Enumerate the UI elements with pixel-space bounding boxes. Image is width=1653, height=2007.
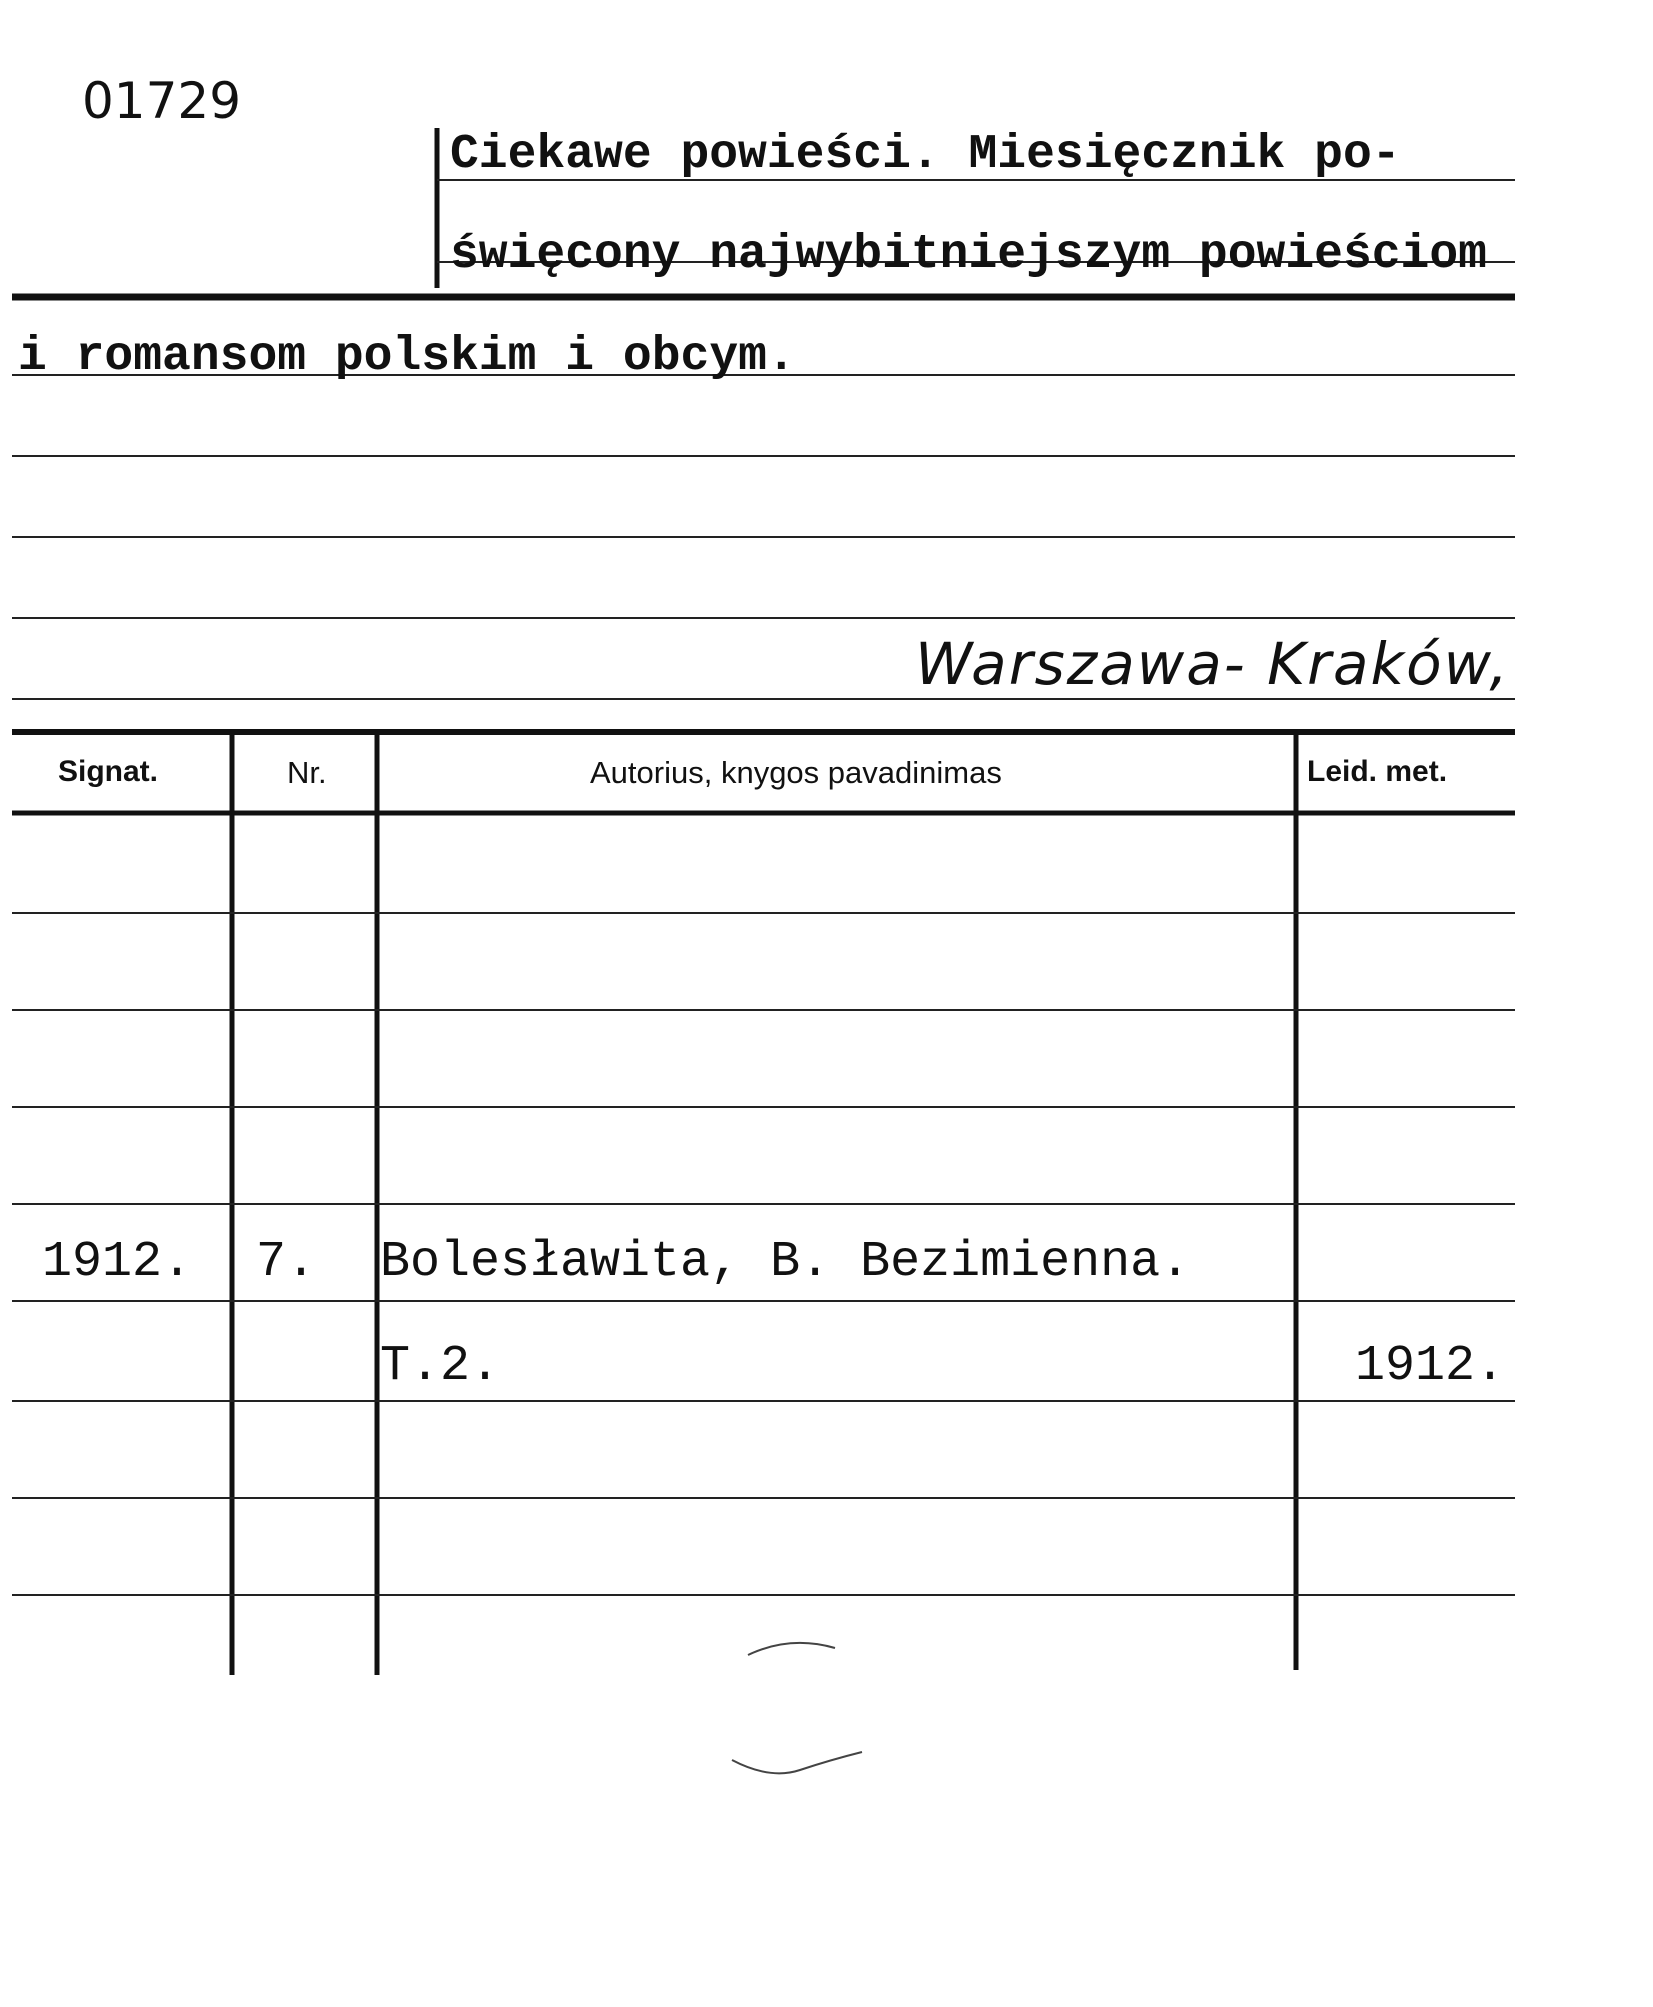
place-of-publication: Warszawa- Kraków, [915,630,1510,698]
card-number: 01729 [82,72,242,130]
title-line-2: święcony najwybitniejszym powieściom [450,228,1487,282]
entry-publication-year: 1912. [1355,1338,1506,1395]
header-author-title: Autorius, knygos pavadinimas [590,755,1002,790]
title-line-1: Ciekawe powieści. Miesięcznik po- [450,128,1401,182]
header-number: Nr. [287,755,327,790]
entry-number: 7. [256,1234,317,1291]
entry-author-title: Bolesławita, B. Bezimienna. [380,1234,1191,1291]
entry-year-signature: 1912. [42,1234,193,1291]
header-signature: Signat. [58,755,159,788]
header-year: Leid. met. [1307,755,1448,788]
entry-volume: T.2. [380,1338,501,1395]
title-line-3: i romansom polskim i obcym. [18,330,796,384]
